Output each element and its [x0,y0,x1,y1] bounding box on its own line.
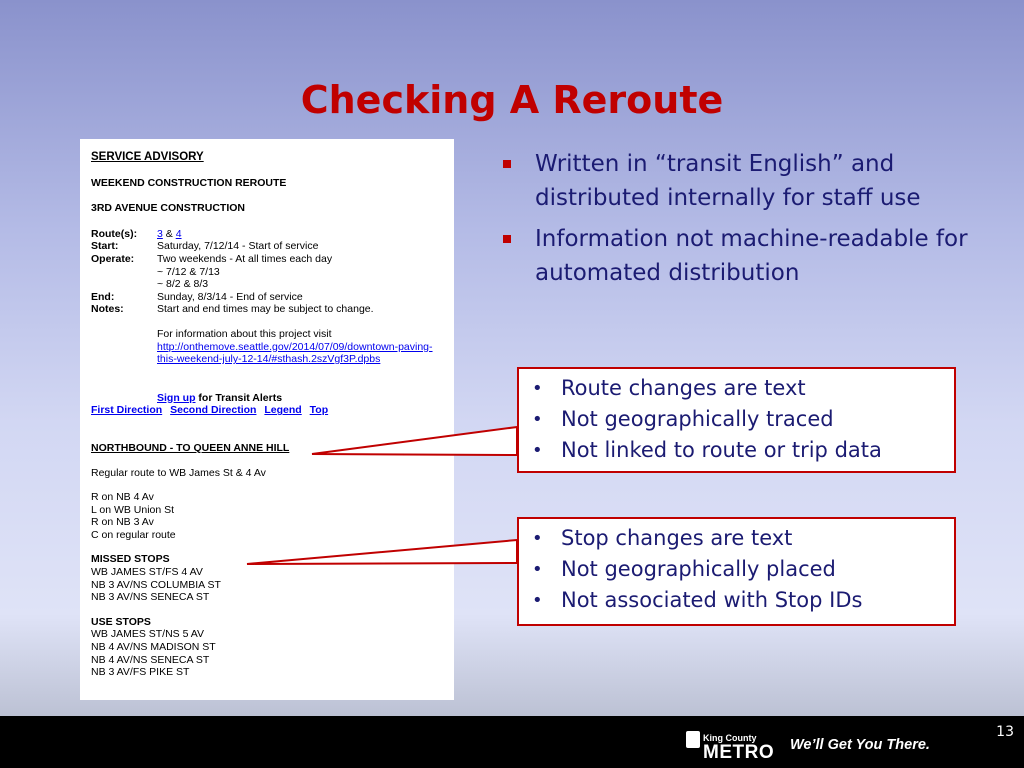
nav-first-direction[interactable]: First Direction [91,404,163,417]
turn-line: R on NB 4 Av [91,491,154,504]
regular-route: Regular route to WB James St & 4 Av [91,466,266,479]
route-3-link[interactable]: 3 [157,227,163,240]
main-bullet-list [497,147,987,297]
use-stop: WB JAMES ST/NS 5 AV [91,628,204,641]
start-value: Saturday, 7/12/14 - Start of service [157,240,319,253]
dot-bullet-icon: • [532,409,543,430]
callout-item: • Route changes are text [529,373,954,404]
advisory-heading: SERVICE ADVISORY [91,151,204,163]
missed-stop: WB JAMES ST/FS 4 AV [91,566,203,579]
routes-label: Route(s): [91,227,138,240]
end-value: Sunday, 8/3/14 - End of service [157,290,303,303]
route-changes-callout [517,367,956,473]
stop-changes-callout [517,517,956,626]
square-bullet-icon [503,160,511,168]
missed-stops-heading: MISSED STOPS [91,553,170,566]
dot-bullet-icon: • [532,440,543,461]
route-amp: & [165,227,173,240]
king-county-metro-logo [686,730,776,766]
logo-big-text: METRO [703,742,775,763]
missed-stop: NB 3 AV/NS SENECA ST [91,591,210,604]
nav-legend[interactable]: Legend [264,404,302,417]
turn-line: R on NB 3 Av [91,516,154,529]
footer-bar [0,716,1024,768]
callout-item: • Not linked to route or trip data [529,435,954,466]
tagline: We’ll Get You There. [790,737,930,753]
direction-nav [91,404,444,417]
signup-text: for Transit Alerts [198,391,283,404]
info-text: For information about this project visit [157,327,332,340]
square-bullet-icon [503,235,511,243]
logo-small-text: King County [703,733,757,743]
project-link-line-2[interactable]: this-weekend-july-12-14/#sthash.2szVgf3P.dpbs [157,353,381,366]
service-advisory-document [80,139,454,700]
notes-label: Notes: [91,303,124,316]
slide-title: Checking A Reroute [300,78,724,122]
nav-second-direction[interactable]: Second Direction [170,404,257,417]
operate-line: ~ 8/2 & 8/3 [157,278,209,291]
bullet-item: Information not machine-readable for automated distribution [497,222,987,290]
operate-label: Operate: [91,252,135,265]
advisory-fields [91,228,433,366]
advisory-project: 3RD AVENUE CONSTRUCTION [91,202,246,215]
signup-link[interactable]: Sign up [157,391,196,404]
use-stops-heading: USE STOPS [91,615,151,628]
turn-line: C on regular route [91,528,176,541]
use-stop: NB 4 AV/NS SENECA ST [91,653,210,666]
dot-bullet-icon: • [532,378,543,399]
dot-bullet-icon: • [532,559,543,580]
callout-item: • Stop changes are text [529,523,954,554]
callout-item: • Not geographically placed [529,554,954,585]
notes-value: Start and end times may be subject to change. [157,303,374,316]
operate-line: Two weekends - At all times each day [157,252,333,265]
operate-line: ~ 7/12 & 7/13 [157,265,220,278]
dot-bullet-icon: • [532,528,543,549]
end-label: End: [91,290,115,303]
start-label: Start: [91,240,119,253]
dot-bullet-icon: • [532,590,543,611]
advisory-subheading: WEEKEND CONSTRUCTION REROUTE [91,176,287,189]
callout-item: • Not geographically traced [529,404,954,435]
use-stop: NB 3 AV/FS PIKE ST [91,666,190,679]
use-stop: NB 4 AV/NS MADISON ST [91,641,216,654]
callout-item: • Not associated with Stop IDs [529,585,954,616]
route-4-link[interactable]: 4 [175,227,182,240]
missed-stop: NB 3 AV/NS COLUMBIA ST [91,578,221,591]
metro-crown-icon [686,731,700,748]
page-number: 13 [996,724,1014,740]
northbound-heading: NORTHBOUND - TO QUEEN ANNE HILL [91,441,290,454]
turn-line: L on WB Union St [91,503,175,516]
nav-top[interactable]: Top [309,404,329,417]
bullet-item: Written in “transit English” and distributed internally for staff use [497,147,987,215]
project-link-line-1[interactable]: http://onthemove.seattle.gov/2014/07/09/downtown-paving- [157,340,433,353]
